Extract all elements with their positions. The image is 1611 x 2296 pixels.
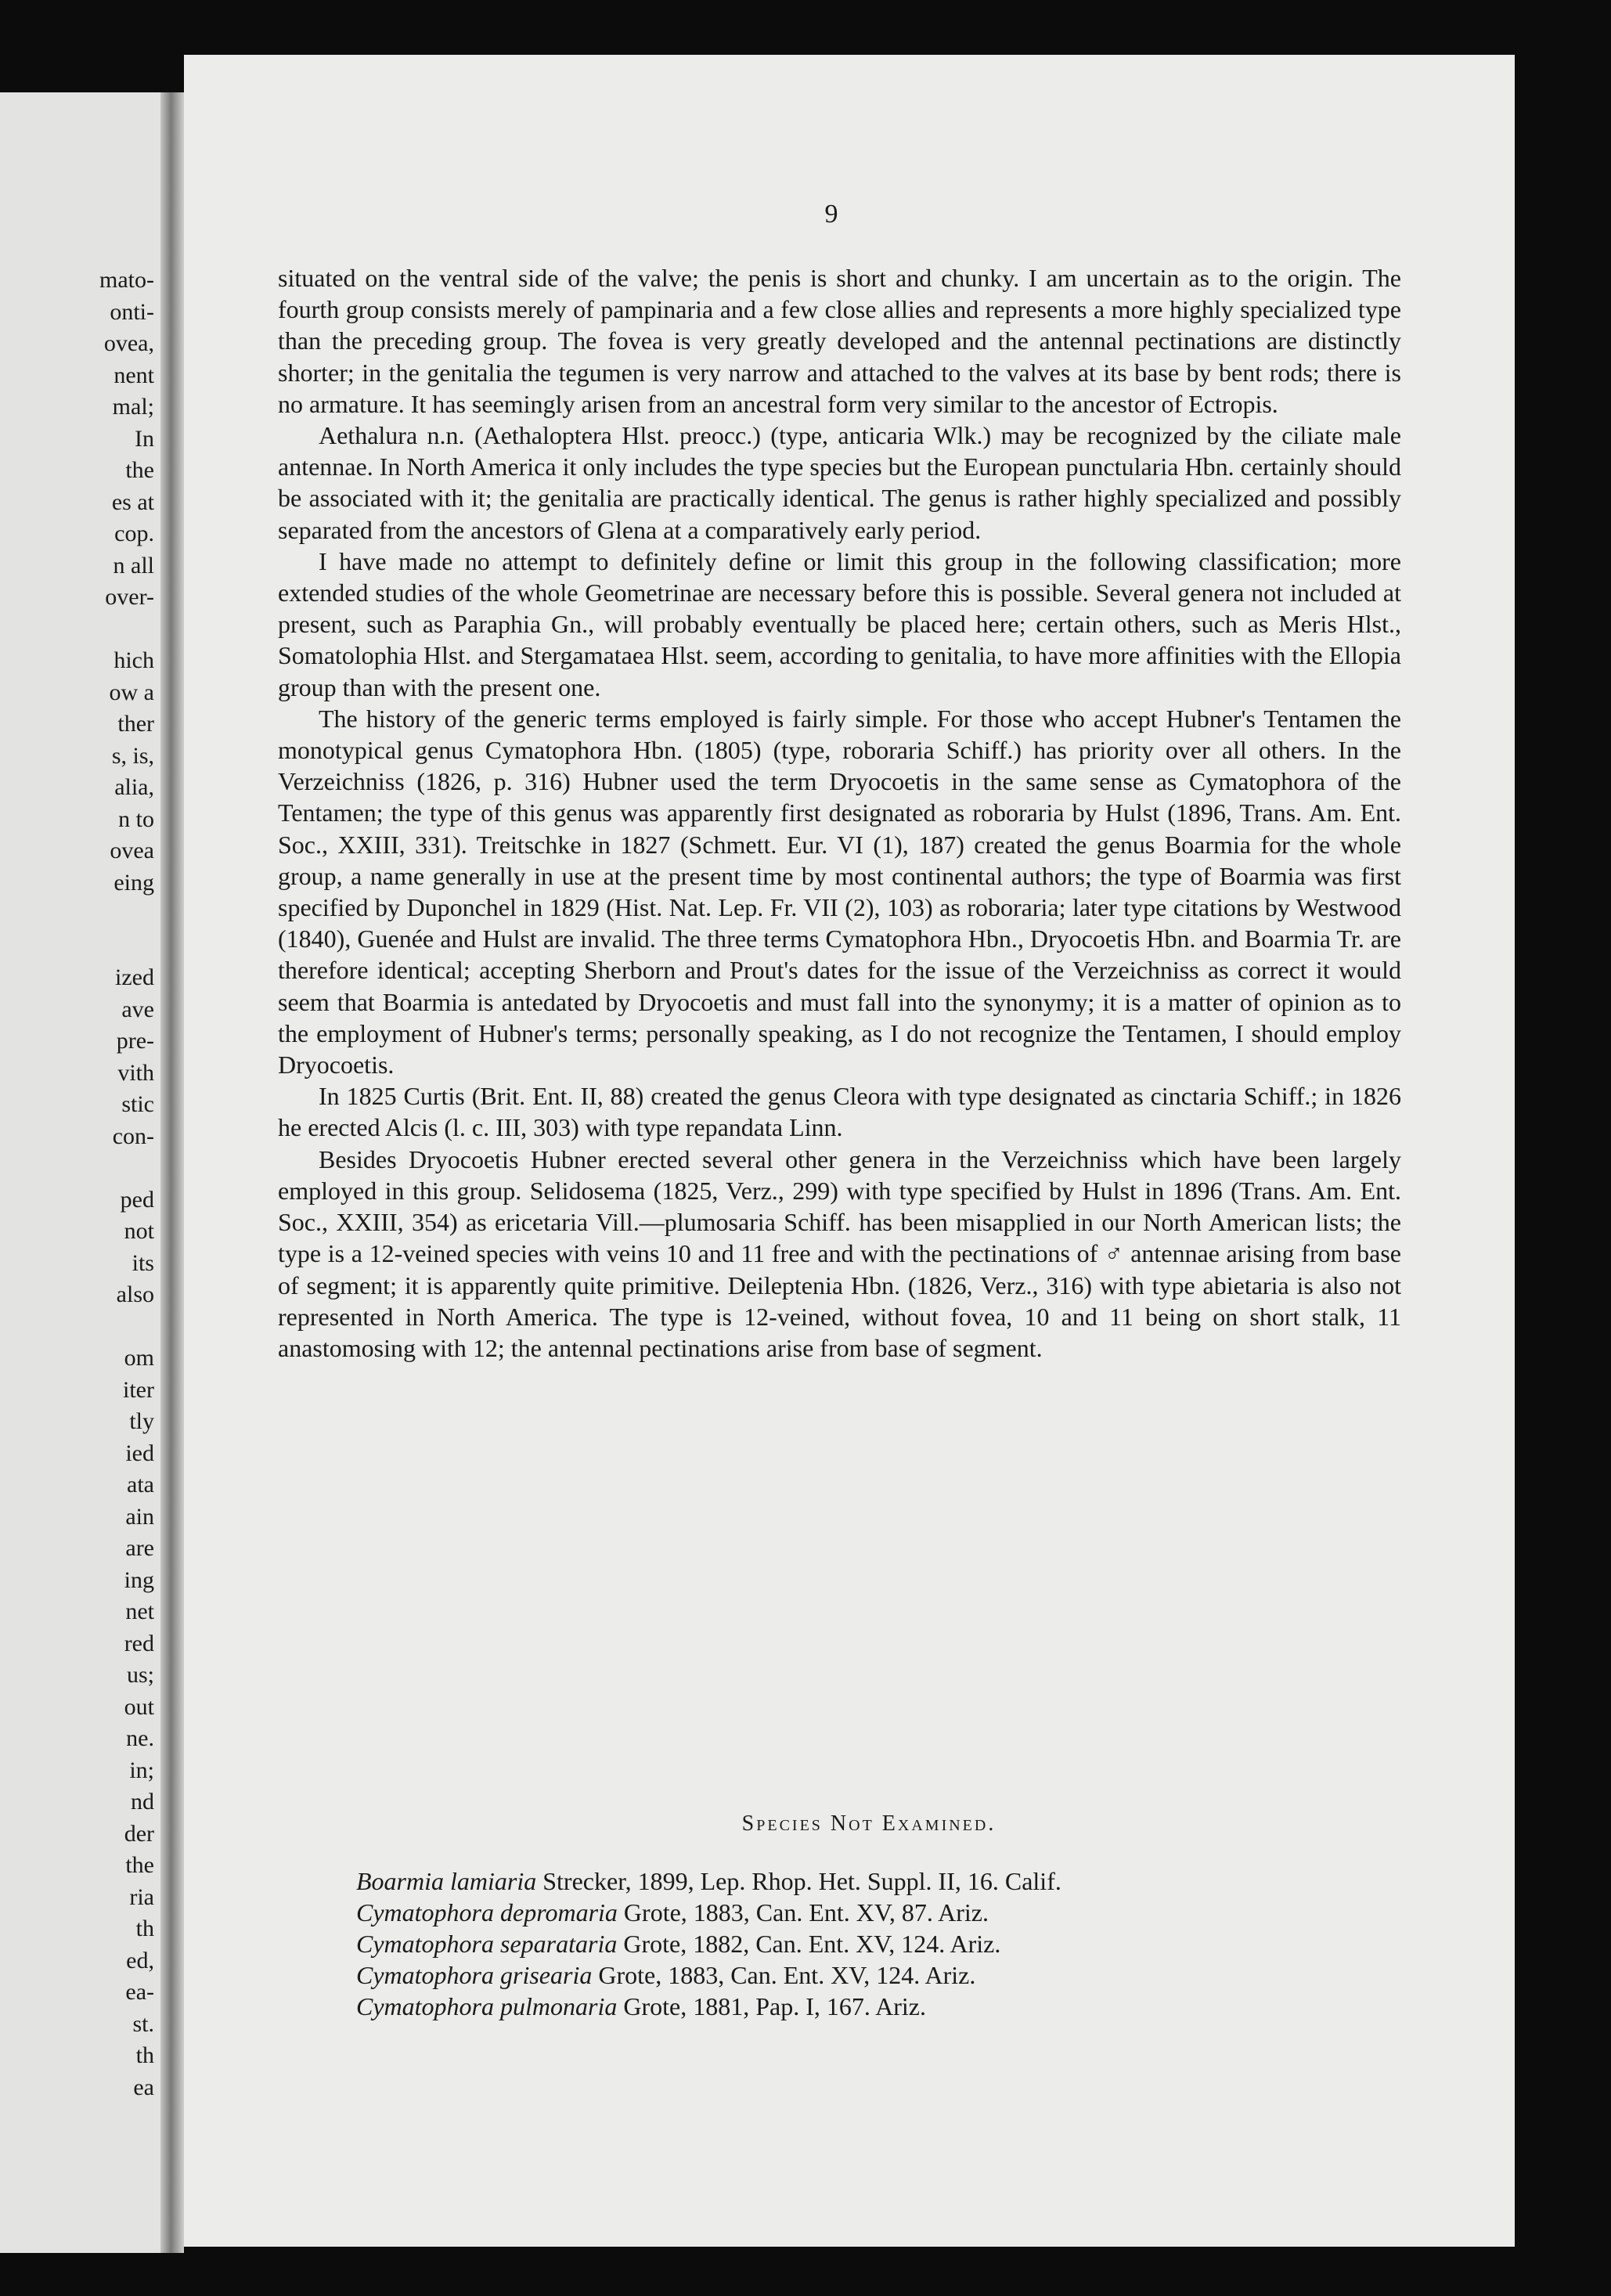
facing-page-fragment: nent <box>114 362 154 388</box>
facing-page-fragment: ed, <box>126 1947 154 1973</box>
species-locality: Ariz. <box>938 1898 989 1927</box>
species-name: Cymatophora grisearia <box>356 1961 593 1989</box>
species-citation: Strecker, 1899, Lep. Rhop. Het. Suppl. II, 16. <box>542 1867 999 1895</box>
facing-page-fragment: ain <box>125 1503 154 1530</box>
facing-page-fragment: ovea <box>110 838 154 863</box>
species-citation: Grote, 1882, Can. Ent. XV, 124. <box>623 1930 946 1958</box>
facing-page-fragment <box>5 899 154 931</box>
facing-page-fragment: ne. <box>126 1725 154 1751</box>
facing-page-fragment: ized <box>115 964 154 990</box>
paragraph: Besides Dryocoetis Hubner erected several other genera in the Verzeichniss which have been largely employed in this group. Selidosema (1825, Verz., 299) with type specified by Hulst in 1896 (Trans. Am. Ent. Soc., XXIII, 354) as ericetaria Vill.—plumosaria Schiff. has been misapplied in our North American lists; the type is a 12-veined species with veins 10 and 11 free and with the pectinations of ♂ antennae arising from base of segment; it is apparently quite primitive. Deileptenia Hbn. (1826, Verz., 316) with type abietaria is also not represented in North America. The type is 12-veined, without fovea, 10 and 11 being on short stalk, 11 anastomosing with 12; the antennal pectinations arise from base of segment. <box>278 1144 1401 1362</box>
facing-page-fragment: in; <box>129 1757 154 1783</box>
paragraph: In 1825 Curtis (Brit. Ent. II, 88) created the genus Cleora with type designated as cinctaria Schiff.; in 1826 he erected Alcis (l. c. III, 303) with type repandata Linn. <box>278 1082 1401 1142</box>
facing-page-fragment <box>5 614 154 646</box>
species-entry <box>356 1991 1421 2022</box>
facing-page-fragment: ovea, <box>103 330 154 356</box>
facing-page-fragment: ther <box>117 711 154 737</box>
facing-page-fragment: eing <box>114 869 154 896</box>
paragraph: I have made no attempt to definitely define or limit this group in the following classification; more extended studies of the whole Geometrinae are necessary before this is possible. Several genera not included at present, such as Paraphia Gn., will probably eventually be placed here; certain others, such as Meris Hlst., Somatolophia Hlst. and Stergamataea Hlst. seem, according to genitalia, to have more affinities with the Ellopia group than with the present one. <box>278 546 1401 701</box>
species-list <box>356 1865 1421 2022</box>
species-locality: Ariz. <box>924 1961 976 1989</box>
facing-page-fragment: mal; <box>112 394 154 420</box>
facing-page-fragment: om <box>124 1345 154 1371</box>
facing-page-fragment: cop. <box>114 521 154 546</box>
facing-page-fragment: its <box>132 1249 154 1276</box>
facing-page-fragment: onti- <box>110 298 154 325</box>
facing-page-fragment: s, is, <box>111 742 154 769</box>
facing-page-fragment: tly <box>129 1408 154 1434</box>
facing-page-fragment: ata <box>127 1472 154 1498</box>
facing-page-fragment: In <box>135 425 154 452</box>
facing-page-fragment: mato- <box>99 267 154 293</box>
book-gutter <box>160 92 184 2253</box>
facing-page-fragment: ria <box>129 1883 154 1910</box>
facing-page-fragment: th <box>135 1916 154 1941</box>
species-citation: Grote, 1883, Can. Ent. XV, 124. <box>598 1961 921 1989</box>
species-locality: Calif. <box>1004 1867 1061 1895</box>
species-name: Boarmia lamiaria <box>356 1867 537 1895</box>
facing-page-fragment <box>5 1311 154 1343</box>
facing-page-fragment: ped <box>120 1186 154 1213</box>
paragraph: The history of the generic terms employed is fairly simple. For those who accept Hubner's Tentamen the monotypical genus Cymatophora Hbn. (1805) (type, roboraria Schiff.) has priority over all others. In the Verzeichniss (1826, p. 316) Hubner used the term Dryocoetis in the same sense as Cymatophora of the Tentamen; the type of this genus was apparently first designated as roboraria by Hulst (1896, Trans. Am. Ent. Soc., XXIII, 331). Treitschke in 1827 (Schmett. Eur. VI (1), 187) created the genus Boarmia for the whole group, a name generally in use at the present time by most continental authors; the type of Boarmia was first specified by Duponchel in 1829 (Hist. Nat. Lep. Fr. VII (2), 103) as roboraria; later type citations by Westwood (1840), Guenée and Hulst are invalid. The three terms Cymatophora Hbn., Dryocoetis Hbn. and Boarmia Tr. are therefore identical; accepting Sherborn and Prout's dates for the issue of the Verzeichniss as correct it would seem that Boarmia is antedated by Dryocoetis and must fall into the synonymy; it is a matter of opinion as to the employment of Hubner's terms; personally speaking, as I do not recognize the Tentamen, I should employ Dryocoetis. <box>278 704 1401 1080</box>
facing-page-fragment: pre- <box>116 1028 154 1054</box>
species-name: Cymatophora separataria <box>356 1930 618 1958</box>
facing-page-fragment: es at <box>111 488 154 515</box>
species-locality: Ariz. <box>950 1930 1001 1958</box>
facing-page-fragment: hich <box>114 647 154 673</box>
species-citation: Grote, 1883, Can. Ent. XV, 87. <box>623 1898 933 1927</box>
facing-page-fragment: alia, <box>114 774 154 800</box>
facing-page-fragment: stic <box>121 1091 154 1117</box>
page-number: 9 <box>824 200 838 229</box>
facing-page-fragment: the <box>125 457 154 483</box>
facing-page-fragment: ied <box>125 1440 154 1466</box>
facing-page-fragment: net <box>125 1599 154 1624</box>
facing-page-fragment: red <box>124 1630 154 1656</box>
facing-page-fragment: n all <box>113 552 154 579</box>
facing-page-fragment: vith <box>117 1059 154 1086</box>
species-name: Cymatophora depromaria <box>356 1898 618 1927</box>
facing-page-fragment: ave <box>121 996 154 1022</box>
facing-page-text-fragments <box>5 265 154 2103</box>
species-locality: Ariz. <box>875 1992 926 2020</box>
facing-page <box>0 92 160 2253</box>
facing-page-fragment: nd <box>131 1789 154 1815</box>
facing-page-fragment: are <box>125 1535 154 1561</box>
species-entry <box>356 1897 1421 1928</box>
facing-page-fragment: out <box>124 1693 154 1720</box>
facing-page-fragment: not <box>124 1218 154 1244</box>
facing-page-fragment: n to <box>118 806 154 832</box>
facing-page-fragment: the <box>125 1852 154 1878</box>
species-entry <box>356 1865 1421 1897</box>
facing-page-fragment: also <box>116 1281 154 1307</box>
species-entry <box>356 1959 1421 1991</box>
paragraph: Aethalura n.n. (Aethaloptera Hlst. preocc.) (type, anticaria Wlk.) may be recognized by the ciliate male antennae. In North America it only includes the type species but the European punctularia Hbn. certainly should be associated with it; the genitalia are practically identical. The genus is rather highly specialized and possibly separated from the ancestors of Glena at a comparatively early period. <box>278 421 1401 544</box>
species-citation: Grote, 1881, Pap. I, 167. <box>623 1992 870 2020</box>
facing-page-fragment: th <box>135 2042 154 2068</box>
facing-page-fragment: con- <box>112 1123 154 1149</box>
species-name: Cymatophora pulmonaria <box>356 1992 618 2020</box>
facing-page-fragment: der <box>124 1820 154 1847</box>
facing-page-fragment: ing <box>124 1566 154 1593</box>
facing-page-fragment: ea <box>133 2074 154 2100</box>
facing-page-fragment: st. <box>132 2010 154 2037</box>
facing-page-fragment: over- <box>105 584 154 610</box>
paragraph: situated on the ventral side of the valve; the penis is short and chunky. I am uncertain as to the origin. The fourth group consists merely of pampinaria and a few close allies and represents a more highly specialized type than the preceding group. The fovea is very greatly developed and the antennal pectinations are distinctly shorter; in the genitalia the tegumen is very narrow and attached to the valves at its base by bent rods; there is no armature. It has seemingly arisen from an ancestral form very similar to the ancestor of Ectropis. <box>278 264 1401 418</box>
facing-page-fragment: ow a <box>109 679 154 705</box>
section-heading: Species Not Examined. <box>741 1811 997 1836</box>
species-entry <box>356 1928 1421 1959</box>
facing-page-fragment: ea- <box>125 1979 154 2005</box>
facing-page-fragment: iter <box>123 1376 154 1403</box>
facing-page-fragment <box>5 931 154 963</box>
facing-page-fragment <box>5 1152 154 1184</box>
facing-page-fragment: us; <box>126 1662 154 1688</box>
body-text <box>278 262 1401 1364</box>
